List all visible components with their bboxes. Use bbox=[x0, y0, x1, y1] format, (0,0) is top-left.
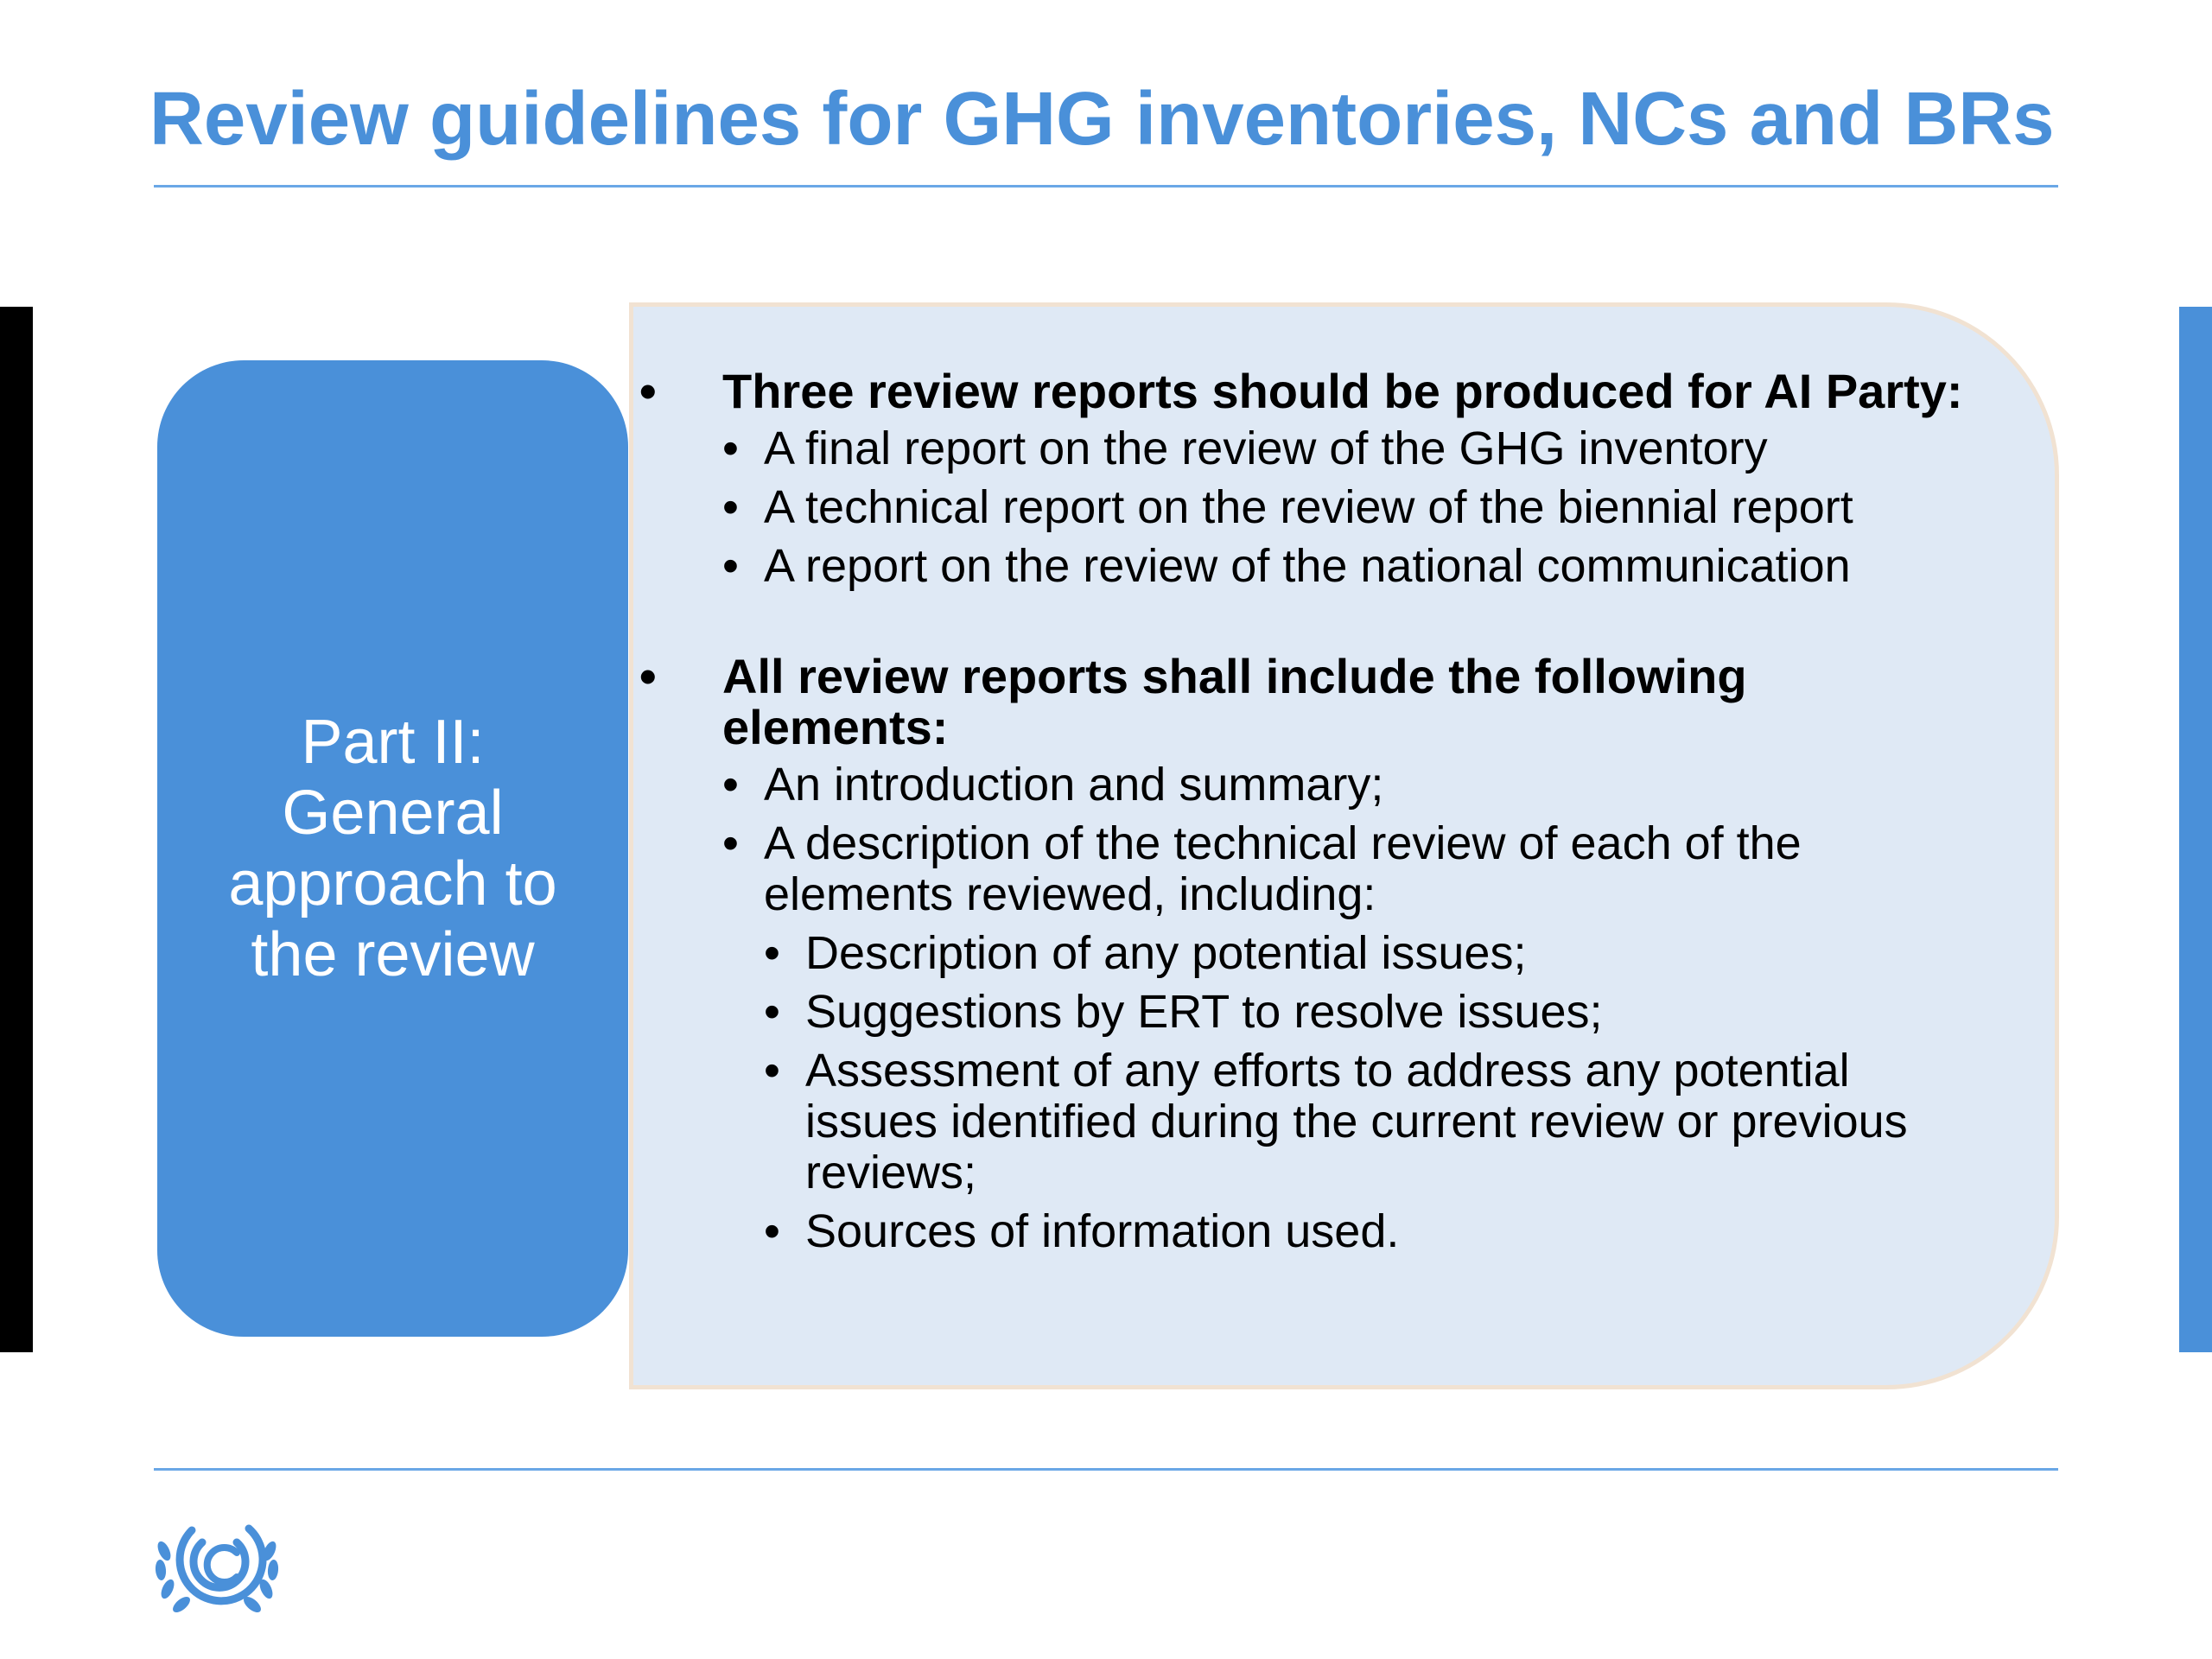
nested-bullet: • Suggestions by ERT to resolve issues; bbox=[805, 987, 1977, 1038]
bullet-text: • All review reports shall include the following elements: bbox=[722, 649, 1747, 754]
bullet-text: • Three review reports should be produced for AI Party: bbox=[722, 364, 1963, 418]
section-label: Part II: General approach to the review bbox=[228, 708, 557, 989]
bullet-reports-produced bbox=[681, 365, 1977, 592]
nested-bullet-list bbox=[764, 928, 1977, 1257]
content-panel bbox=[629, 302, 2059, 1389]
sub-bullet: • A final report on the review of the GHG inventory bbox=[764, 423, 1977, 474]
nested-bullet: • Description of any potential issues; bbox=[805, 928, 1977, 979]
sub-bullet-technical-review bbox=[764, 818, 1977, 1257]
footer-divider bbox=[154, 1468, 2058, 1471]
sub-bullet: • An introduction and summary; bbox=[764, 760, 1977, 810]
bullet-report-elements bbox=[681, 651, 1977, 1257]
sub-bullet-list bbox=[722, 760, 1977, 1257]
sub-bullet: • A report on the review of the national communication bbox=[764, 541, 1977, 592]
right-edge-bar bbox=[2179, 307, 2212, 1352]
nested-bullet: • Assessment of any efforts to address any potential issues identified during the current review or previous reviews; bbox=[805, 1046, 1977, 1198]
sub-bullet-text: A description of the technical review of each of the elements reviewed, including: bbox=[764, 817, 1802, 920]
sub-bullet-list bbox=[722, 423, 1977, 592]
section-label-panel bbox=[157, 360, 628, 1337]
left-edge-bar bbox=[0, 307, 33, 1352]
title-divider bbox=[154, 185, 2058, 188]
unfccc-emblem-icon bbox=[147, 1508, 287, 1622]
nested-bullet: • Sources of information used. bbox=[805, 1206, 1977, 1257]
sub-bullet: • A technical report on the review of the biennial report bbox=[764, 482, 1977, 533]
bullet-list bbox=[681, 365, 1977, 1265]
slide-title: Review guidelines for GHG inventories, NCs and BRs bbox=[149, 77, 2055, 161]
